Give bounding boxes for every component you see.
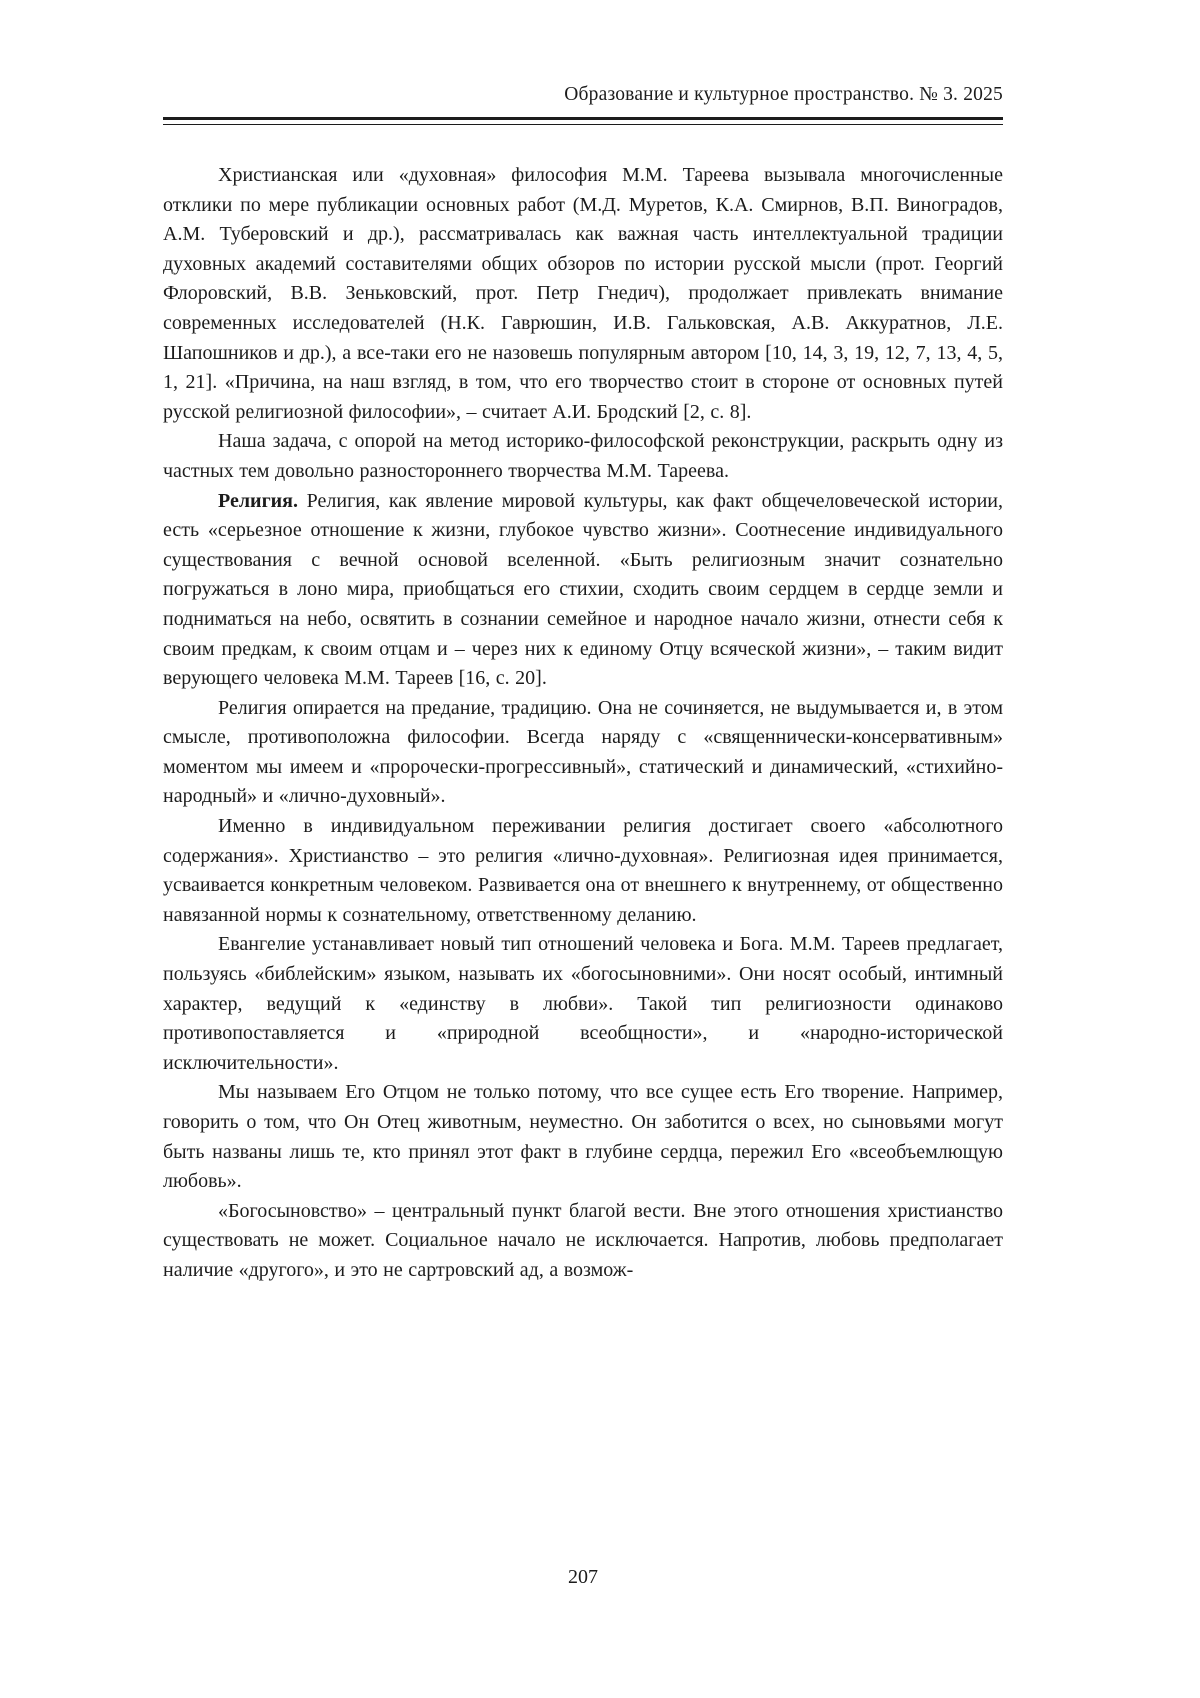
paragraph-lead: Религия. xyxy=(218,489,298,512)
page-content xyxy=(163,0,1003,1286)
header-rule xyxy=(163,117,1003,125)
paragraph-text: Наша задача, с опорой на метод историко-философской реконструкции, раскрыть одну из частных тем довольно разностороннего творчества М.М. Тареева. xyxy=(163,430,1003,482)
page-number: 207 xyxy=(568,1566,598,1588)
paragraph-text: Именно в индивидуальном переживании религия достигает своего «абсолютного содержания». Христианство – это религия «лично-духовная». Религиозная идея принимается, усваивается конкретным человеком. Развивается она от внешнего к внутреннему, от общественно навязанной нормы к сознательному, ответственному деланию. xyxy=(163,815,1003,926)
paragraph-text: Евангелие устанавливает новый тип отношений человека и Бога. М.М. Тареев предлагает, пользуясь «библейским» языком, называть их «богосыновними». Они носят особый, интимный характер, ведущий к «единству в любви». Такой тип религиозности одинаково противопоставляется и «природной всеобщности», и «народно-исторической исключительности». xyxy=(163,933,1003,1074)
paragraph xyxy=(163,930,1003,1078)
running-head xyxy=(163,0,1003,125)
paragraph xyxy=(163,812,1003,930)
article-body xyxy=(163,161,1003,1286)
paragraph xyxy=(163,694,1003,812)
paragraph xyxy=(163,1078,1003,1196)
paragraph-text: Христианская или «духовная» философия М.М. Тареева вызывала многочисленные отклики по мере публикации основных работ (М.Д. Муретов, К.А. Смирнов, В.П. Виноградов, А.М. Туберовский и др.), рассматривалась как важная часть интеллектуальной традиции духовных академий составителями общих обзоров по истории русской мысли (прот. Георгий Флоровский, В.В. Зеньковский, прот. Петр Гнедич), продолжает привлекать внимание современных исследователей (Н.К. Гаврюшин, И.В. Гальковская, А.В. Аккуратнов, Л.Е. Шапошников и др.), а все-таки его не назовешь популярным автором [10, 14, 3, 19, 12, 7, 13, 4, 5, 1, 21]. «Причина, на наш взгляд, в том, что его творчество стоит в стороне от основных путей русской религиозной философии», – считает А.И. Бродский [2, с. 8]. xyxy=(163,164,1003,423)
paragraph xyxy=(163,487,1003,694)
paragraph xyxy=(163,1197,1003,1286)
paragraph-text: Религия, как явление мировой культуры, как факт общечеловеческой истории, есть «серьезное отношение к жизни, глубокое чувство жизни». Соотнесение индивидуального существования с вечной основой вселенной. «Быть религиозным значит сознательно погружаться в лоно мира, приобщаться его стихии, сходить своим сердцем в сердце земли и подниматься на небо, освятить в сознании семейное и народное начало жизни, отнести себя к своим предкам, к своим отцам и – через них к единому Отцу всяческой жизни», – таким видит верующего человека М.М. Тареев [16, с. 20]. xyxy=(163,489,1003,690)
paragraph xyxy=(163,427,1003,486)
paragraph-text: Мы называем Его Отцом не только потому, что все сущее есть Его творение. Например, говорить о том, что Он Отец животным, неуместно. Он заботится о всех, но сыновьями могут быть названы лишь те, кто принял этот факт в глубине сердца, пережил Его «всеобъемлющую любовь». xyxy=(163,1081,1003,1193)
paragraph-text: Религия опирается на предание, традицию. Она не сочиняется, не выдумывается и, в этом смысле, противоположна философии. Всегда наряду с «священнически-консервативным» моментом мы имеем и «пророчески-прогрессивный», статический и динамический, «стихийно-народный» и «лично-духовный». xyxy=(163,696,1003,808)
journal-title: Образование и культурное пространство. № 3. 2025 xyxy=(564,84,1003,105)
paragraph xyxy=(163,161,1003,427)
paragraph-text: «Богосыновство» – центральный пункт благой вести. Вне этого отношения христианство существовать не может. Социальное начало не исключается. Напротив, любовь предполагает наличие «другого», и это не сартровский ад, а возмож- xyxy=(163,1199,1003,1281)
